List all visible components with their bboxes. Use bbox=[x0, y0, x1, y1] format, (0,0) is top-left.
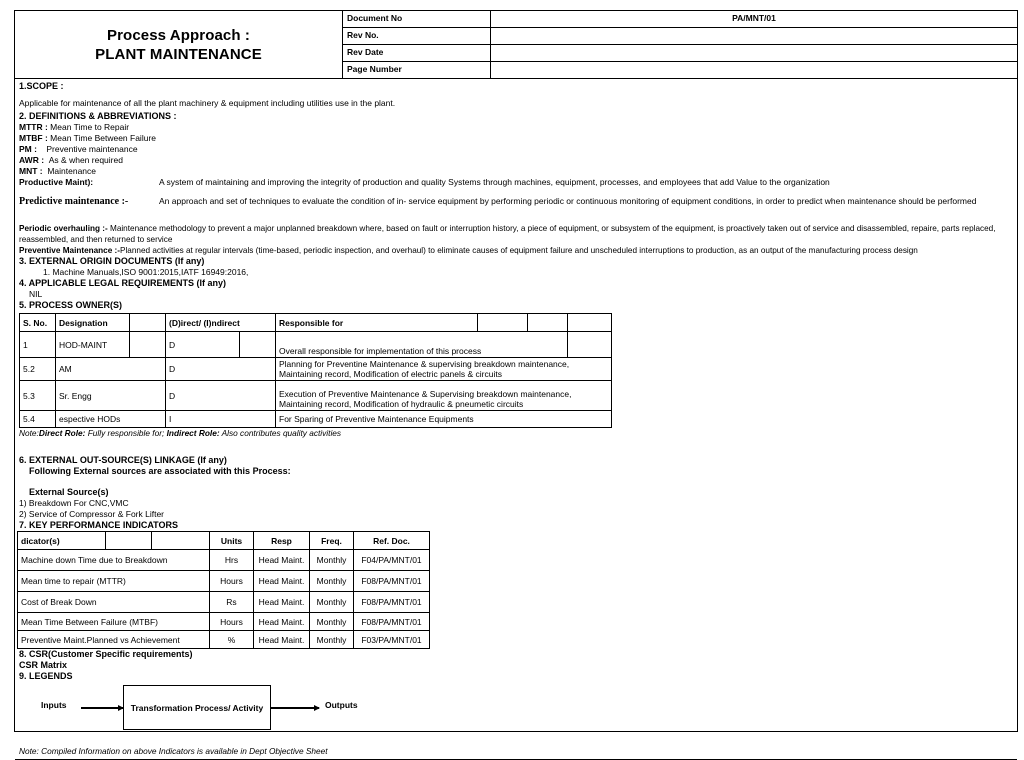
legal-requirements-value: NIL bbox=[29, 289, 43, 299]
cell-resp: Head Maint. bbox=[254, 631, 310, 649]
cell-freq: Monthly bbox=[310, 550, 354, 571]
abbr-sep: : bbox=[31, 144, 47, 154]
table-header-row bbox=[18, 532, 430, 550]
cell-spacer bbox=[568, 332, 612, 358]
scope-heading: 1.SCOPE : bbox=[19, 81, 64, 91]
cell-ref: F03/PA/MNT/01 bbox=[354, 631, 430, 649]
predictive-maint-definition bbox=[15, 196, 1017, 207]
cell-designation: HOD-MAINT bbox=[56, 332, 130, 358]
productive-maint-label: Productive Maint): bbox=[19, 177, 94, 187]
note-prefix: Note: bbox=[19, 428, 39, 438]
abbr-meaning: Maintenance bbox=[47, 166, 97, 176]
cell-ref: F08/PA/MNT/01 bbox=[354, 592, 430, 613]
productive-maint-text: A system of maintaining and improving the integrity of production and quality Systems through machines, equipment, processes, and employees that add Value to the organization bbox=[159, 177, 830, 187]
table-row bbox=[20, 411, 612, 428]
responsible-line-1: Planning for Preventine Maintenance & supervising breakdown maintenance, bbox=[279, 359, 570, 369]
legends-heading: 9. LEGENDS bbox=[19, 671, 73, 681]
cell-designation: Sr. Engg bbox=[56, 381, 166, 411]
cell-resp: Head Maint. bbox=[254, 550, 310, 571]
bottom-note-prefix: Note: bbox=[19, 746, 39, 756]
page-number-value bbox=[491, 62, 1017, 78]
document-no-label: Document No bbox=[343, 11, 491, 27]
cell-units: % bbox=[210, 631, 254, 649]
cell-spacer bbox=[130, 332, 166, 358]
process-owner-heading: 5. PROCESS OWNER(S) bbox=[19, 300, 123, 310]
cell-indicator: Preventive Maint.Planned vs Achievement bbox=[18, 631, 210, 649]
table-row bbox=[20, 358, 612, 381]
cell-designation: AM bbox=[56, 358, 166, 381]
table-row bbox=[18, 592, 430, 613]
kpi-table bbox=[17, 531, 430, 649]
cell-designation: espective HODs bbox=[56, 411, 166, 428]
scope-text: Applicable for maintenance of all the plant machinery & equipment including utilities use in the plant. bbox=[19, 98, 396, 108]
cell-ref: F08/PA/MNT/01 bbox=[354, 613, 430, 631]
col-blank-2 bbox=[478, 314, 528, 332]
abbreviation-item bbox=[15, 122, 1017, 133]
col-blank-a bbox=[106, 532, 152, 550]
abbr-sep: : bbox=[42, 122, 51, 132]
table-row bbox=[18, 631, 430, 649]
outsource-heading: 6. EXTERNAL OUT-SOURCE(S) LINKAGE (If any) bbox=[19, 455, 227, 465]
cell-indicator: Mean time to repair (MTTR) bbox=[18, 571, 210, 592]
responsible-line-2: Maintaining record, Modification of electric panels & circuits bbox=[279, 369, 502, 379]
legend-diagram bbox=[19, 682, 1017, 738]
arrow-right-icon bbox=[271, 707, 319, 709]
outsource-subheading: Following External sources are associated with this Process: bbox=[29, 466, 291, 476]
abbr-meaning: As & when required bbox=[48, 155, 123, 165]
header-meta-table bbox=[343, 11, 1017, 78]
periodic-overhauling-text: Maintenance methodology to prevent a major unplanned breakdown where, based on fault or interruption history, a piece of equipment, or subsystem of the equipment, is proactively taken out of service and disassembled, repaire, parts replaced, reassembled, and then returned to service bbox=[19, 224, 996, 244]
table-header-row bbox=[20, 314, 612, 332]
page-number-label: Page Number bbox=[343, 62, 491, 78]
cell-sno: 1 bbox=[20, 332, 56, 358]
header-meta-row bbox=[343, 45, 1017, 62]
table-row bbox=[18, 613, 430, 631]
col-blank-1 bbox=[130, 314, 166, 332]
document-body bbox=[15, 79, 1017, 760]
col-units: Units bbox=[210, 532, 254, 550]
cell-freq: Monthly bbox=[310, 592, 354, 613]
page-title-line2: PLANT MAINTENANCE bbox=[95, 45, 262, 63]
table-row bbox=[20, 381, 612, 411]
document-header bbox=[15, 11, 1017, 79]
preventive-maint-definition bbox=[15, 245, 1017, 256]
external-origin-heading: 3. EXTERNAL ORIGIN DOCUMENTS (If any) bbox=[19, 256, 205, 266]
cell-responsible bbox=[276, 358, 612, 381]
note-indirect-role: Indirect Role: bbox=[166, 428, 220, 438]
predictive-maint-text: An approach and set of techniques to evaluate the condition of in- service equipment by performing periodic or continuous monitoring of equipment conditions, in order to predict when maintenance should be performed bbox=[159, 196, 977, 206]
csr-value: CSR Matrix bbox=[19, 660, 68, 670]
abbr-sep: : bbox=[42, 133, 51, 143]
abbr-term: MTTR bbox=[19, 122, 43, 132]
rev-no-label: Rev No. bbox=[343, 28, 491, 44]
abbr-sep: : bbox=[37, 166, 48, 176]
col-indicators: dicator(s) bbox=[18, 532, 106, 550]
cell-resp: Head Maint. bbox=[254, 613, 310, 631]
cell-units: Hours bbox=[210, 613, 254, 631]
legal-requirements-heading: 4. APPLICABLE LEGAL REQUIREMENTS (If any) bbox=[19, 278, 227, 288]
rev-date-value bbox=[491, 45, 1017, 61]
col-sno: S. No. bbox=[20, 314, 56, 332]
col-direct-indirect: (D)irect/ (I)ndirect bbox=[166, 314, 276, 332]
process-owner-note bbox=[15, 428, 1017, 439]
abbr-meaning: Preventive maintenance bbox=[46, 144, 138, 154]
periodic-overhauling-label: Periodic overhauling :- bbox=[19, 224, 108, 233]
header-meta-row bbox=[343, 11, 1017, 28]
legend-outputs-label: Outputs bbox=[325, 700, 358, 710]
table-row bbox=[18, 571, 430, 592]
document-page bbox=[14, 10, 1018, 756]
cell-ref: F08/PA/MNT/01 bbox=[354, 571, 430, 592]
cell-units: Rs bbox=[210, 592, 254, 613]
note-direct-role: Direct Role: bbox=[38, 428, 86, 438]
rev-no-value bbox=[491, 28, 1017, 44]
abbreviation-item bbox=[15, 133, 1017, 144]
col-resp: Resp bbox=[254, 532, 310, 550]
abbreviation-item bbox=[15, 166, 1017, 177]
cell-role: D bbox=[166, 381, 276, 411]
cell-resp: Head Maint. bbox=[254, 592, 310, 613]
external-origin-item: 1. Machine Manuals,ISO 9001:2015,IATF 16949:2016, bbox=[43, 267, 249, 277]
header-meta-row bbox=[343, 28, 1017, 45]
page-title-line1: Process Approach : bbox=[107, 26, 250, 44]
abbr-term: MNT bbox=[19, 166, 38, 176]
cell-role: I bbox=[166, 411, 276, 428]
legend-process-box: Transformation Process/ Activity bbox=[123, 685, 271, 730]
abbr-meaning: Mean Time to Repair bbox=[50, 122, 130, 132]
arrow-right-icon bbox=[81, 707, 123, 709]
bottom-note-text: Compiled Information on above Indicators is available in Dept Objective Sheet bbox=[38, 746, 328, 756]
csr-heading: 8. CSR(Customer Specific requirements) bbox=[19, 649, 193, 659]
cell-responsible bbox=[276, 381, 612, 411]
cell-resp: Head Maint. bbox=[254, 571, 310, 592]
responsible-line-2: Maintaining record, Modification of hydraulic & pneumetic circuits bbox=[279, 399, 524, 409]
cell-indicator: Cost of Break Down bbox=[18, 592, 210, 613]
cell-sno: 5.3 bbox=[20, 381, 56, 411]
legend-inputs-label: Inputs bbox=[41, 700, 67, 710]
col-blank-4 bbox=[568, 314, 612, 332]
bottom-note bbox=[15, 746, 1017, 757]
col-responsible-for: Responsible for bbox=[276, 314, 478, 332]
cell-indicator: Machine down Time due to Breakdown bbox=[18, 550, 210, 571]
preventive-maint-text: Planned activities at regular intervals (time-based, periodic inspection, and overhaul) to eliminate causes of equipment failure and unscheduled interruptions to production, as an output of the manufacturing process design bbox=[120, 246, 918, 255]
preventive-maint-label: Preventive Maintenance :- bbox=[19, 246, 121, 255]
cell-freq: Monthly bbox=[310, 571, 354, 592]
periodic-overhauling-definition bbox=[15, 223, 1017, 245]
abbreviation-item bbox=[15, 155, 1017, 166]
cell-freq: Monthly bbox=[310, 631, 354, 649]
abbr-meaning: Mean Time Between Failure bbox=[50, 133, 156, 143]
external-source-item: 1) Breakdown For CNC,VMC bbox=[19, 498, 129, 508]
note-direct-text: Fully responsible for; bbox=[85, 428, 167, 438]
kpi-heading: 7. KEY PERFORMANCE INDICATORS bbox=[19, 520, 179, 530]
abbr-term: PM bbox=[19, 144, 32, 154]
cell-freq: Monthly bbox=[310, 613, 354, 631]
abbr-term: AWR bbox=[19, 155, 39, 165]
cell-indicator: Mean Time Between Failure (MTBF) bbox=[18, 613, 210, 631]
abbr-sep: : bbox=[38, 155, 49, 165]
external-source-item: 2) Service of Compressor & Fork Lifter bbox=[19, 509, 165, 519]
note-indirect-text: Also contributes quality activities bbox=[219, 428, 342, 438]
cell-sno: 5.2 bbox=[20, 358, 56, 381]
col-blank-b bbox=[152, 532, 210, 550]
cell-sno: 5.4 bbox=[20, 411, 56, 428]
definitions-heading: 2. DEFINITIONS & ABBREVIATIONS : bbox=[19, 111, 177, 121]
process-owner-table bbox=[19, 313, 612, 428]
col-designation: Designation bbox=[56, 314, 130, 332]
document-title-cell bbox=[15, 11, 343, 78]
productive-maint-definition bbox=[15, 177, 1017, 188]
cell-spacer bbox=[240, 332, 276, 358]
cell-responsible: For Sparing of Preventive Maintenance Equipments bbox=[276, 411, 612, 428]
table-row bbox=[18, 550, 430, 571]
responsible-line-1: Execution of Preventive Maintenance & Supervising breakdown maintenance, bbox=[279, 389, 572, 399]
cell-units: Hrs bbox=[210, 550, 254, 571]
cell-units: Hours bbox=[210, 571, 254, 592]
table-row bbox=[20, 332, 612, 358]
external-source-heading: External Source(s) bbox=[29, 487, 109, 497]
cell-responsible: Overall responsible for implementation of this process bbox=[276, 332, 568, 358]
col-freq: Freq. bbox=[310, 532, 354, 550]
abbreviation-item bbox=[15, 144, 1017, 155]
abbr-term: MTBF bbox=[19, 133, 43, 143]
col-blank-3 bbox=[528, 314, 568, 332]
cell-role: D bbox=[166, 332, 240, 358]
document-no-value: PA/MNT/01 bbox=[732, 13, 776, 23]
cell-ref: F04/PA/MNT/01 bbox=[354, 550, 430, 571]
rev-date-label: Rev Date bbox=[343, 45, 491, 61]
predictive-maint-label: Predictive maintenance :- bbox=[19, 196, 129, 207]
col-ref-doc: Ref. Doc. bbox=[354, 532, 430, 550]
cell-role: D bbox=[166, 358, 276, 381]
header-meta-row bbox=[343, 62, 1017, 78]
